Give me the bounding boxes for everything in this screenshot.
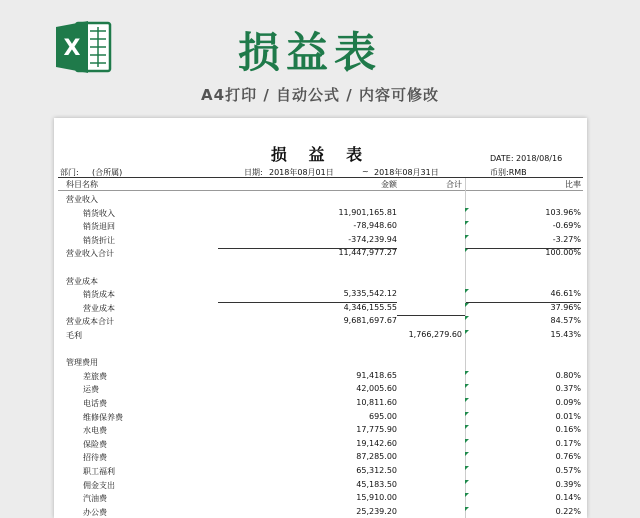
- row-amount: 695.00: [369, 411, 397, 421]
- col-ratio: 比率: [565, 180, 581, 189]
- row-label: 管理费用: [66, 358, 98, 368]
- gross-profit-rule: [397, 315, 465, 316]
- currency: 币别:RMB: [490, 168, 527, 177]
- table-row: [54, 396, 587, 410]
- row-ratio: 0.16%: [555, 425, 581, 435]
- table-row: [54, 206, 587, 220]
- row-ratio: 46.61%: [550, 289, 581, 299]
- banner-subtitle: A4打印 / 自动公式 / 内容可修改: [201, 86, 439, 104]
- row-label: 销货成本: [83, 290, 115, 300]
- col-total: 合计: [446, 180, 462, 189]
- report-date: DATE: 2018/08/16: [490, 154, 563, 163]
- row-amount: 5,335,542.12: [343, 289, 397, 299]
- table-row: [54, 355, 587, 369]
- table-row: [54, 382, 587, 396]
- department-value: (合所属): [92, 168, 123, 177]
- row-label: 运费: [83, 385, 99, 395]
- cell-indicator-icon: [465, 289, 469, 293]
- table-row: [54, 423, 587, 437]
- row-label: 招待费: [83, 453, 107, 463]
- row-amount: 9,681,697.67: [343, 316, 397, 326]
- subtotal-rule-amount-2: [218, 302, 397, 303]
- cell-indicator-icon: [465, 235, 469, 239]
- row-ratio: 0.37%: [555, 384, 581, 394]
- row-ratio: 0.76%: [555, 452, 581, 462]
- row-total: 1,766,279.60: [408, 330, 462, 339]
- row-label: 营业收入合计: [66, 249, 114, 259]
- row-ratio: 0.17%: [555, 438, 581, 448]
- cell-indicator-icon: [465, 507, 469, 511]
- subtotal-rule-amount-1: [218, 248, 397, 249]
- table-row: [54, 314, 587, 328]
- row-ratio: 0.39%: [555, 479, 581, 489]
- table-row: [54, 450, 587, 464]
- row-ratio: 37.96%: [550, 302, 581, 312]
- table-row: [54, 464, 587, 478]
- row-amount: 25,239.20: [356, 506, 397, 516]
- cell-indicator-icon: [465, 384, 469, 388]
- date-range-label: 日期:: [244, 168, 263, 177]
- col-subject: 科目名称: [66, 180, 98, 189]
- income-statement-sheet: [54, 118, 587, 518]
- row-label: 销货退回: [83, 222, 115, 232]
- cell-indicator-icon: [465, 412, 469, 416]
- row-amount: -78,948.60: [353, 221, 397, 231]
- row-label: 佣金支出: [83, 480, 115, 490]
- table-row: [54, 437, 587, 451]
- cell-indicator-icon: [465, 303, 469, 307]
- table-row: [54, 219, 587, 233]
- row-amount: -374,239.94: [348, 234, 397, 244]
- row-amount: 10,811.60: [356, 398, 397, 407]
- row-ratio: 0.14%: [555, 493, 581, 503]
- row-label: 职工福利: [83, 467, 115, 476]
- subtotal-rule-pct-2: [466, 302, 581, 303]
- row-ratio: 0.80%: [555, 370, 581, 380]
- row-ratio: 100.00%: [545, 248, 581, 258]
- row-amount: 4,346,155.55: [343, 302, 397, 312]
- excel-logo-icon: [54, 17, 114, 77]
- row-amount: 87,285.00: [356, 452, 397, 462]
- table-row: [54, 274, 587, 288]
- table-row: [54, 192, 587, 206]
- row-label: 维修保养费: [83, 412, 123, 422]
- cell-indicator-icon: [465, 466, 469, 470]
- row-ratio: 0.09%: [555, 398, 581, 407]
- cell-indicator-icon: [465, 208, 469, 212]
- row-ratio: 103.96%: [545, 207, 581, 217]
- cell-indicator-icon: [465, 480, 469, 484]
- row-label: 水电费: [83, 426, 107, 436]
- row-label: 营业成本合计: [66, 317, 114, 327]
- department-label: 部门:: [60, 168, 79, 177]
- subtotal-rule-pct-1: [466, 248, 581, 249]
- row-label: 差旅费: [83, 371, 107, 381]
- row-label: 办公费: [83, 507, 107, 517]
- table-row: [54, 505, 587, 518]
- row-ratio: -3.27%: [552, 234, 581, 244]
- col-amount: 金额: [381, 180, 397, 189]
- date-to: 2018年08月31日: [374, 168, 439, 177]
- row-ratio: -0.69%: [552, 221, 581, 231]
- cell-indicator-icon: [465, 425, 469, 429]
- table-row: [54, 342, 587, 356]
- cell-indicator-icon: [465, 493, 469, 497]
- table-row: [54, 328, 587, 342]
- row-amount: 15,910.00: [356, 493, 397, 503]
- header-top-border: [58, 177, 583, 178]
- row-label: 销货收入: [83, 208, 115, 218]
- row-ratio: 0.01%: [555, 411, 581, 421]
- row-label: 营业成本: [83, 303, 115, 313]
- row-label: 汽油费: [83, 494, 107, 504]
- row-amount: 17,775.90: [356, 425, 397, 435]
- row-amount: 91,418.65: [356, 370, 397, 380]
- row-label: 营业收入: [66, 195, 98, 204]
- row-amount: 19,142.60: [356, 438, 397, 448]
- row-ratio: 0.22%: [555, 506, 581, 516]
- row-amount: 42,005.60: [356, 384, 397, 394]
- cell-indicator-icon: [465, 439, 469, 443]
- row-label: 销货折让: [83, 235, 115, 245]
- cell-indicator-icon: [465, 221, 469, 225]
- sheet-title: 损 益 表: [270, 145, 371, 164]
- row-label: 电话费: [83, 399, 107, 408]
- banner-title: 损益表: [237, 28, 382, 77]
- date-from: 2018年08月01日: [269, 168, 334, 177]
- row-ratio: 84.57%: [550, 316, 581, 326]
- row-ratio: 0.57%: [555, 466, 581, 475]
- cell-indicator-icon: [465, 452, 469, 456]
- cell-indicator-icon: [465, 330, 469, 334]
- cell-indicator-icon: [465, 371, 469, 375]
- row-label: 毛利: [66, 331, 82, 340]
- row-amount: 45,183.50: [356, 479, 397, 489]
- logo-letter: X: [63, 36, 81, 61]
- row-label: 保险费: [83, 439, 107, 449]
- row-amount: 11,901,165.81: [338, 207, 397, 217]
- row-amount: 11,447,977.27: [338, 248, 397, 258]
- table-row: [54, 369, 587, 383]
- table-row: [54, 260, 587, 274]
- table-row: [54, 410, 587, 424]
- row-amount: 65,312.50: [356, 466, 397, 475]
- cell-indicator-icon: [465, 316, 469, 320]
- table-row: [54, 287, 587, 301]
- row-ratio: 15.43%: [550, 330, 581, 339]
- cell-indicator-icon: [465, 398, 469, 402]
- date-separator: ~: [362, 167, 369, 176]
- row-label: 营业成本: [66, 276, 98, 286]
- table-row: [54, 491, 587, 505]
- header-bottom-border: [58, 190, 583, 191]
- table-row: [54, 233, 587, 247]
- table-row: [54, 478, 587, 492]
